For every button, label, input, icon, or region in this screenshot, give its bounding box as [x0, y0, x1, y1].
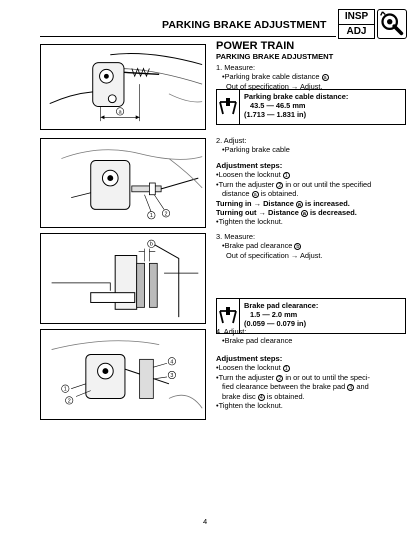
figure-label-2: 2: [67, 398, 71, 405]
step4-s2c: fied clearance between the brake pad: [222, 382, 346, 392]
step4-s1-ref: 1: [284, 366, 288, 373]
step2-s2-ref1: 2: [278, 182, 282, 189]
spec1-value-in: (1.713 — 1.831 in): [244, 110, 307, 120]
step4-s2: [216, 373, 406, 382]
step1-item-text: •Parking brake cable distance: [222, 72, 320, 82]
badge-top: INSP: [339, 10, 374, 25]
step2-out-b: is decreased.: [309, 207, 357, 217]
spec1-title: Parking brake cable distance:: [244, 92, 349, 101]
section-subtitle: PARKING BRAKE ADJUSTMENT: [216, 52, 334, 61]
step1-item-ref: a: [323, 75, 327, 82]
step3-item-ref: b: [296, 244, 300, 251]
section-title: POWER TRAIN: [216, 40, 295, 52]
figure-label-1: 1: [63, 386, 67, 393]
step2-s2b: in or out until the specified: [285, 179, 372, 189]
spec3-value: 1.5 — 2.0 mm: [250, 310, 298, 320]
step4-s2-ref2: 3: [349, 385, 353, 392]
wrench-gauge-icon: [377, 9, 407, 39]
figure-label-4: 4: [170, 359, 174, 366]
step3-item-text: •Brake pad clearance: [222, 241, 293, 251]
step2-s2c: distance: [222, 189, 250, 199]
figure-label-3: 3: [170, 372, 174, 379]
step4-s2f: is obtained.: [266, 391, 305, 401]
step1-heading: 1. Measure:: [216, 63, 256, 72]
step2-out-ref: a: [302, 210, 306, 217]
figure-adjuster: [40, 138, 206, 228]
step2-turn-in: [216, 199, 406, 208]
figure-label-1: 1: [149, 213, 153, 220]
step4-s2-ref3: 4: [259, 394, 263, 401]
step2-in-a: Turning in → Distance: [216, 198, 294, 208]
step2-s2d: is obtained.: [260, 189, 299, 199]
step4-s1-text: •Loosen the locknut: [216, 363, 281, 373]
step3-block: [216, 232, 406, 260]
step3-heading: 3. Measure:: [216, 232, 256, 241]
step2-s2a: •Turn the adjuster: [216, 179, 275, 189]
step2-heading: 2. Adjust:: [216, 136, 247, 145]
step2-in-ref: a: [297, 201, 301, 208]
step4-s2d: and: [356, 382, 369, 392]
figure-brake-disc: [40, 329, 206, 420]
step2-s2-cont: [216, 189, 406, 198]
step2-steps-title: Adjustment steps:: [216, 160, 283, 170]
step2-s2: [216, 180, 406, 189]
figure-label-a: a: [118, 109, 122, 116]
step4-s2-cont: [216, 382, 406, 391]
step4-block: [216, 327, 406, 410]
step4-steps-title: Adjustment steps:: [216, 353, 283, 363]
inspection-badge: [338, 9, 375, 39]
step2-s1-ref: 1: [284, 173, 288, 180]
step4-s3: •Tighten the locknut.: [216, 400, 283, 410]
header-rule: [40, 36, 336, 37]
figure-label-b: b: [149, 241, 153, 248]
step4-s2a: •Turn the adjuster: [216, 372, 275, 382]
spec3-value-in: (0.059 — 0.079 in): [244, 319, 307, 329]
step2-turn-out: [216, 208, 406, 217]
step2-out-a: Turning out → Distance: [216, 207, 299, 217]
step2-s3: •Tighten the locknut.: [216, 217, 283, 227]
spec3-title: Brake pad clearance:: [244, 301, 319, 310]
badge-bottom: ADJ: [346, 26, 367, 37]
step2-s1-text: •Loosen the locknut: [216, 170, 281, 180]
step2-in-b: is increased.: [305, 198, 350, 208]
step3-note: Out of specification → Adjust.: [226, 250, 323, 260]
step1-note: Out of specification → Adjust.: [226, 81, 323, 91]
step3-item: [216, 241, 406, 250]
page-number: 4: [203, 517, 208, 526]
header-title: PARKING BRAKE ADJUSTMENT: [162, 19, 327, 31]
step4-heading: 4. Adjust:: [216, 327, 247, 336]
section-heading: [216, 40, 406, 62]
spec1-value: 43.5 — 46.5 mm: [250, 101, 306, 111]
spec-cable-distance: [216, 89, 406, 125]
step4-s2b: in or out to until the speci-: [285, 372, 370, 382]
figure-label-2: 2: [164, 211, 168, 218]
step1-item: [216, 72, 406, 81]
step4-s2-ref1: 2: [278, 375, 282, 382]
calipers-icon: [217, 90, 240, 124]
figure-cable-distance: [40, 44, 206, 130]
step1-block: [216, 63, 406, 91]
step2-block: [216, 136, 406, 227]
step4-s1: [216, 363, 406, 372]
step2-s2-ref2: a: [253, 192, 257, 199]
step4-s2e: brake disc: [222, 391, 256, 401]
step2-s1: [216, 170, 406, 179]
step4-s2-cont2: [216, 392, 406, 401]
step4-item: •Brake pad clearance: [222, 336, 293, 346]
step2-item: •Parking brake cable: [222, 145, 290, 155]
figure-pad-clearance: [40, 233, 206, 324]
